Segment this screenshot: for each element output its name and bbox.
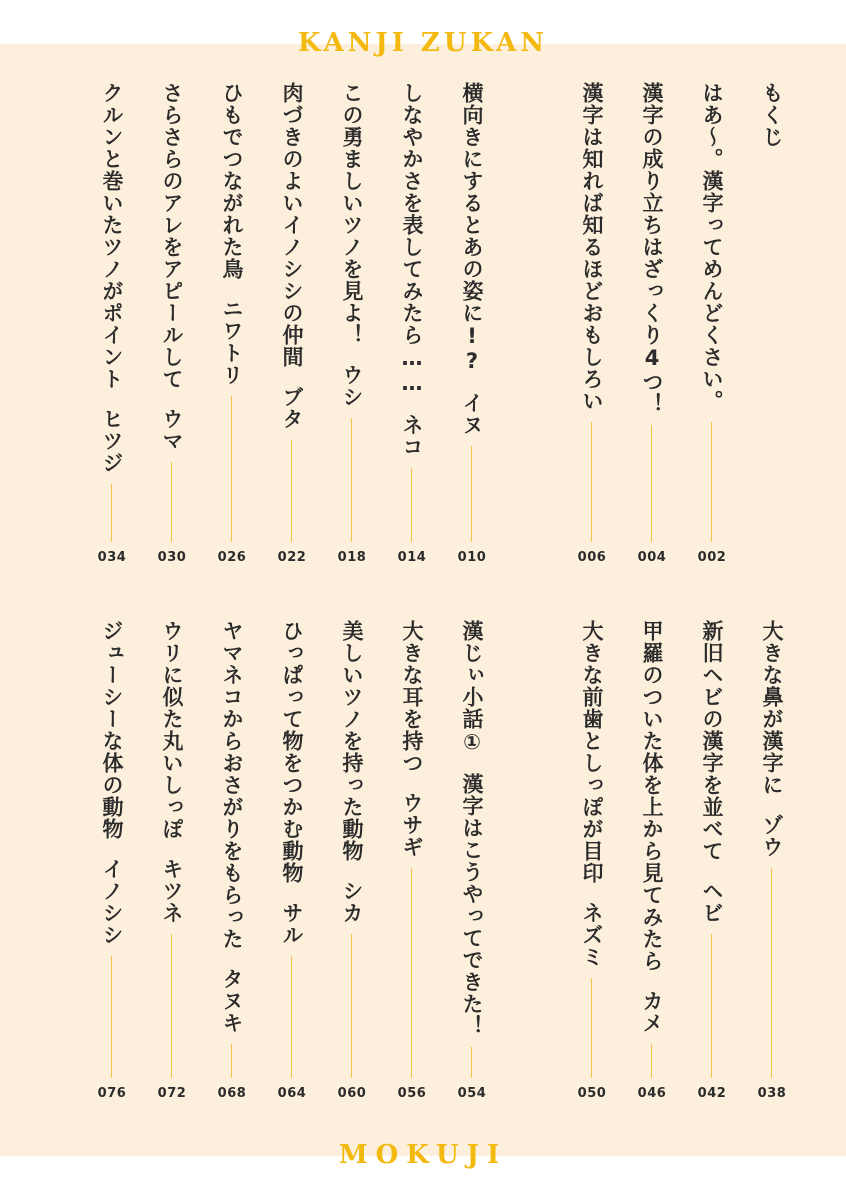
toc-leader-line xyxy=(471,446,472,542)
header-banner: KANJI ZUKAN xyxy=(297,28,549,58)
toc-page-number: 076 xyxy=(97,1086,127,1101)
toc-page-number: 046 xyxy=(637,1086,667,1101)
toc-entry-title: 横向きにするとあの姿に!?イヌ xyxy=(460,82,484,436)
toc-leader-line xyxy=(771,868,772,1078)
toc-entry-animal: イノシシ xyxy=(100,858,124,946)
toc-entry-animal: ネズミ xyxy=(580,902,604,968)
toc-entry-title: 肉づきのよいイノシシの仲間ブタ xyxy=(280,82,304,430)
toc-entry[interactable] xyxy=(757,620,787,1106)
toc-entry[interactable] xyxy=(157,82,187,570)
toc-entry-title: ヤマネコからおさがりをもらったタヌキ xyxy=(220,620,244,1034)
toc-page-number: 072 xyxy=(157,1086,187,1101)
toc-entry-title: しなやかさを表してみたら……ネコ xyxy=(400,82,424,458)
toc-entry-animal: ヒツジ xyxy=(100,408,124,474)
toc-entry[interactable] xyxy=(457,620,487,1106)
toc-entry[interactable] xyxy=(337,620,367,1106)
toc-entry-animal: ウサギ xyxy=(400,792,424,858)
toc-entry-title: ジューシーな体の動物イノシシ xyxy=(100,620,124,946)
toc-page-number: 010 xyxy=(457,550,487,565)
toc-entry-title: ウリに似た丸いしっぽキツネ xyxy=(160,620,184,924)
toc-entry[interactable] xyxy=(697,620,727,1106)
toc-page-number: 050 xyxy=(577,1086,607,1101)
toc-entry-animal: タヌキ xyxy=(220,968,244,1034)
toc-leader-line xyxy=(471,1047,472,1078)
toc-entry-title: 漢じぃ小話①漢字はこうやってできた！ xyxy=(460,620,484,1037)
toc-leader-line xyxy=(351,934,352,1078)
toc-page-number: 018 xyxy=(337,550,367,565)
toc-page-number: 030 xyxy=(157,550,187,565)
toc-page-number: 056 xyxy=(397,1086,427,1101)
toc-entry[interactable] xyxy=(637,620,667,1106)
toc-page-number: 014 xyxy=(397,550,427,565)
toc-page-number: 068 xyxy=(217,1086,247,1101)
toc-entry-animal: ウマ xyxy=(160,408,184,452)
toc-entry[interactable] xyxy=(457,82,487,570)
toc-entry-title: 漢字の成り立ちはざっくり4つ！ xyxy=(640,82,664,415)
toc-entry[interactable] xyxy=(577,620,607,1106)
toc-page-number: 060 xyxy=(337,1086,367,1101)
toc-entry-animal: イヌ xyxy=(460,392,484,436)
toc-leader-line xyxy=(171,934,172,1078)
toc-page-number: 002 xyxy=(697,550,727,565)
toc-entry[interactable] xyxy=(697,82,727,570)
toc-entry-animal: カメ xyxy=(640,990,664,1034)
toc-entry-title: 新旧ヘビの漢字を並べてヘビ xyxy=(700,620,724,924)
toc-entry-title: さらさらのアレをアピールしてウマ xyxy=(160,82,184,452)
toc-leader-line xyxy=(711,422,712,542)
toc-entry[interactable] xyxy=(397,620,427,1106)
toc-entry-animal: ネコ xyxy=(400,414,424,458)
toc-entry-title: 美しいツノを持った動物シカ xyxy=(340,620,364,924)
footer-banner: MOKUJI xyxy=(338,1140,508,1170)
toc-entry[interactable] xyxy=(757,82,787,570)
toc-leader-line xyxy=(231,396,232,542)
toc-leader-line xyxy=(351,418,352,542)
toc-entry-animal: ウシ xyxy=(340,364,364,408)
toc-page-number: 042 xyxy=(697,1086,727,1101)
toc-entry[interactable] xyxy=(97,82,127,570)
toc-entry[interactable] xyxy=(217,82,247,570)
toc-entry[interactable] xyxy=(277,620,307,1106)
toc-entry[interactable] xyxy=(397,82,427,570)
toc-entry-animal: 漢字はこうやってできた！ xyxy=(460,773,484,1037)
toc-leader-line xyxy=(291,956,292,1078)
toc-leader-line xyxy=(111,956,112,1078)
toc-entry[interactable] xyxy=(217,620,247,1106)
toc-leader-line xyxy=(651,425,652,542)
toc-entry-title: ひっぱって物をつかむ動物サル xyxy=(280,620,304,946)
toc-entry-title: 大きな耳を持つウサギ xyxy=(400,620,424,858)
toc-entry-animal: ブタ xyxy=(280,386,304,430)
toc-entry-animal: ヘビ xyxy=(700,880,724,924)
toc-entry-animal: キツネ xyxy=(160,858,184,924)
toc-entry-title: はあ〜。漢字ってめんどくさい。 xyxy=(700,82,724,412)
toc-entry-animal: ゾウ xyxy=(760,814,784,858)
toc-entry[interactable] xyxy=(637,82,667,570)
toc-entry-title: 大きな鼻が漢字にゾウ xyxy=(760,620,784,858)
toc-entry-title: ひもでつながれた鳥ニワトリ xyxy=(220,82,244,386)
toc-leader-line xyxy=(591,978,592,1078)
toc-entry[interactable] xyxy=(577,82,607,570)
toc-entry-title: もくじ xyxy=(760,82,784,148)
toc-entry-title: この勇ましいツノを見よ！ウシ xyxy=(340,82,364,408)
toc-page-number: 022 xyxy=(277,550,307,565)
toc-page-number: 034 xyxy=(97,550,127,565)
toc-entry[interactable] xyxy=(337,82,367,570)
toc-leader-line xyxy=(231,1044,232,1078)
toc-leader-line xyxy=(591,422,592,542)
toc-page-number: 006 xyxy=(577,550,607,565)
toc-leader-line xyxy=(111,484,112,542)
toc-entry-title: 甲羅のついた体を上から見てみたらカメ xyxy=(640,620,664,1034)
toc-page-number: 054 xyxy=(457,1086,487,1101)
toc-page-number: 004 xyxy=(637,550,667,565)
toc-page-number: 026 xyxy=(217,550,247,565)
toc-leader-line xyxy=(411,468,412,542)
toc-entry[interactable] xyxy=(97,620,127,1106)
toc-entry-animal: ニワトリ xyxy=(220,298,244,386)
toc-leader-line xyxy=(651,1044,652,1078)
toc-leader-line xyxy=(291,440,292,542)
toc-page-number: 064 xyxy=(277,1086,307,1101)
toc-leader-line xyxy=(171,462,172,542)
toc-entry[interactable] xyxy=(157,620,187,1106)
toc-entry-title: 漢字は知れば知るほどおもしろい xyxy=(580,82,604,412)
toc-leader-line xyxy=(411,868,412,1078)
toc-entry-animal: シカ xyxy=(340,880,364,924)
toc-page-number: 038 xyxy=(757,1086,787,1101)
toc-entry-title: 大きな前歯としっぽが目印ネズミ xyxy=(580,620,604,968)
toc-entry[interactable] xyxy=(277,82,307,570)
toc-entry-title: クルンと巻いたツノがポイントヒツジ xyxy=(100,82,124,474)
toc-leader-line xyxy=(711,934,712,1078)
toc-entry-animal: サル xyxy=(280,902,304,946)
